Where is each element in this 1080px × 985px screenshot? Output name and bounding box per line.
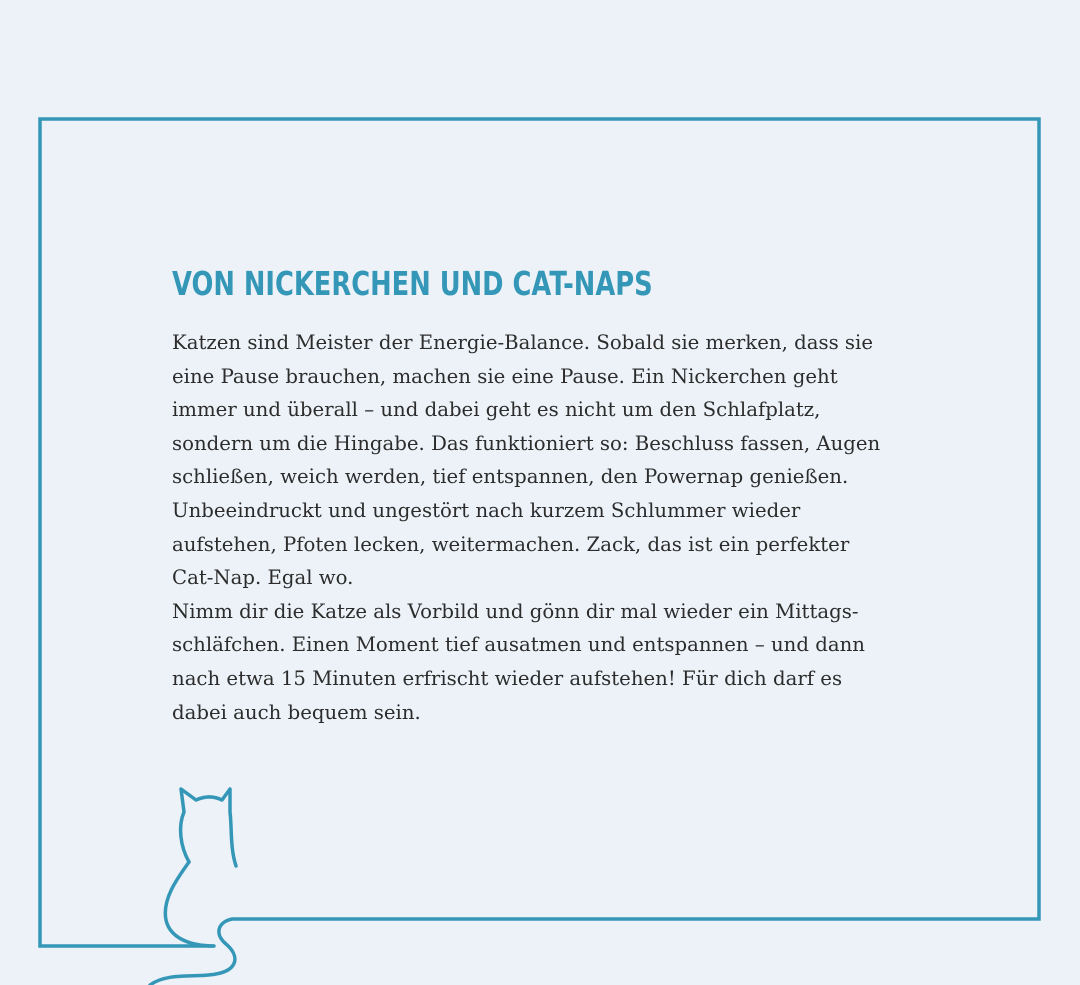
text-line: sondern um die Hingabe. Das funktioniert so: Beschluss fassen, Augen — [172, 430, 881, 455]
text-line: Unbeeindruckt und ungestört nach kurzem Schlummer wieder — [172, 497, 801, 522]
paragraph-2 — [172, 595, 932, 729]
text-line: immer und überall – und dabei geht es nicht um den Schlafplatz, — [172, 397, 821, 422]
cat-outline-icon — [150, 789, 236, 985]
article-body — [172, 326, 932, 729]
article-heading: VON NICKERCHEN UND CAT-NAPS — [172, 264, 653, 303]
text-line: Katzen sind Meister der Energie-Balance. Sobald sie merken, dass sie — [172, 330, 874, 354]
text-line: nach etwa 15 Minuten erfrischt wieder aufstehen! Für dich darf es — [172, 665, 843, 690]
text-line: schläfchen. Einen Moment tief ausatmen und entspannen – und dann — [172, 632, 865, 657]
text-line: aufstehen, Pfoten lecken, weitermachen. Zack, das ist ein perfekter — [172, 531, 850, 556]
text-line: Nimm dir die Katze als Vorbild und gönn dir mal wieder ein Mittags- — [172, 598, 859, 623]
text-line: schließen, weich werden, tief entspannen, den Powernap genießen. — [172, 464, 849, 489]
text-line: Cat-Nap. Egal wo. — [172, 565, 354, 590]
text-line: eine Pause brauchen, machen sie eine Pause. Ein Nickerchen geht — [172, 363, 838, 388]
paragraph-1 — [172, 326, 932, 595]
article-content — [172, 262, 932, 729]
text-line: dabei auch bequem sein. — [172, 699, 421, 724]
